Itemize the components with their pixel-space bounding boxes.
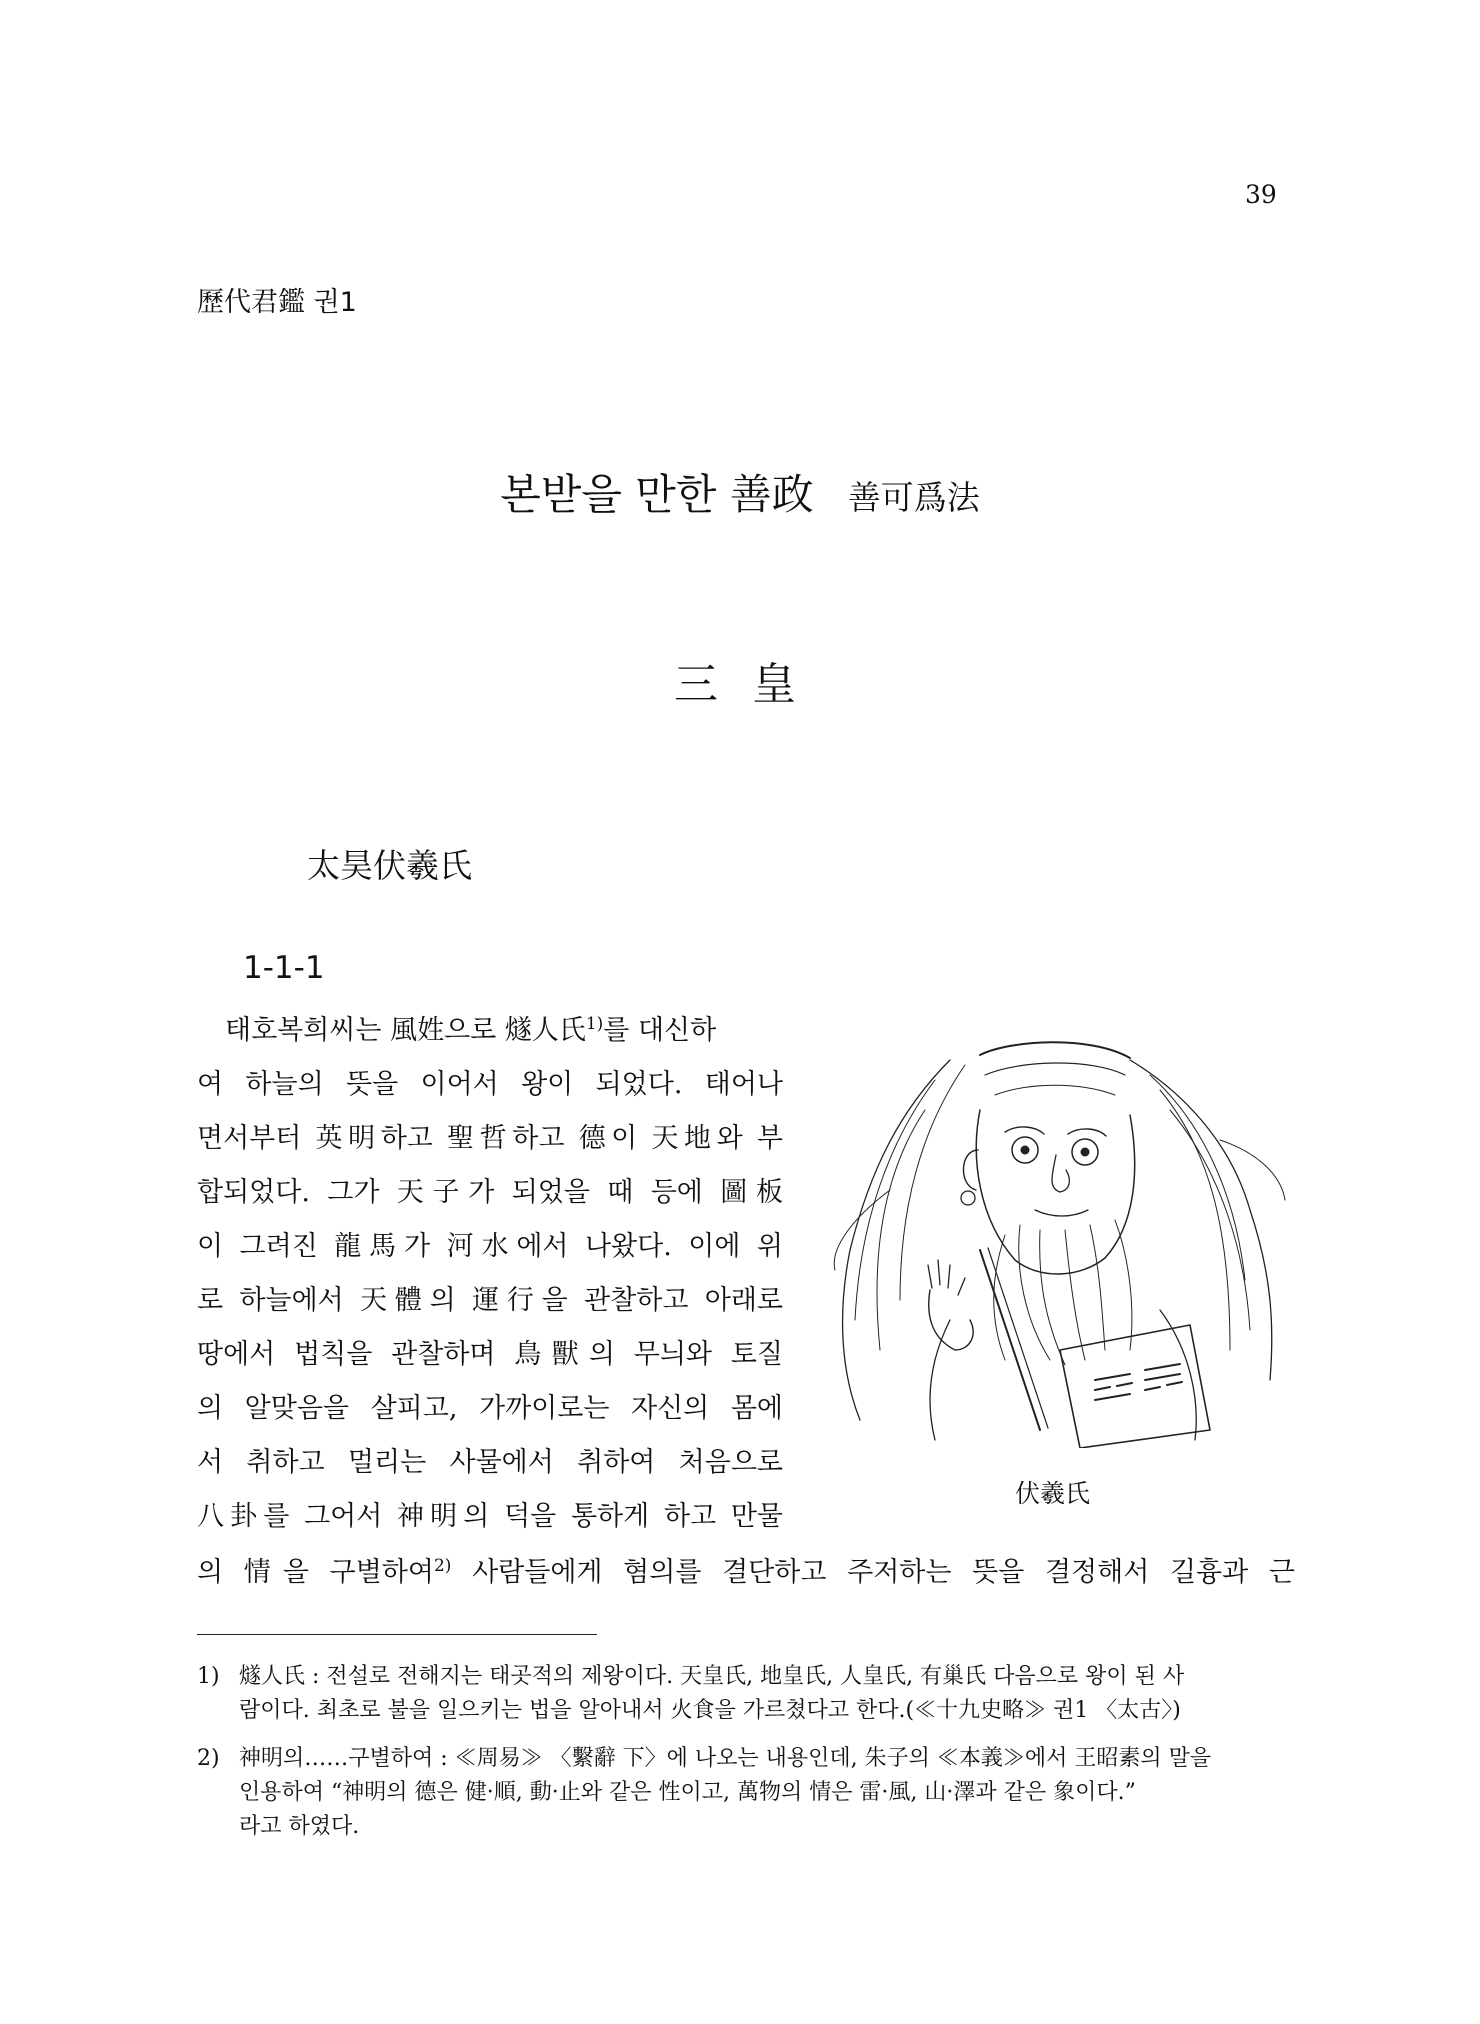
body-line: 태호복희씨는 風姓으로 燧人氏$^{1)}$를 대신하 <box>225 1014 717 1046</box>
chapter-title <box>0 462 1480 522</box>
chapter-subtitle-hanja: 善可爲法 <box>847 478 980 517</box>
footnote-line: 람이다. 최초로 불을 일으키는 법을 알아내서 火食을 가르쳤다고 한다.(≪十九史略≫ 권1 〈太古〉) <box>239 1698 1181 1723</box>
footnote-divider <box>197 1634 597 1635</box>
body-line: 이 그려진 龍馬가 河水에서 나왔다. 이에 위 <box>197 1231 783 1262</box>
ruler-title: 太昊伏羲氏 <box>307 846 472 885</box>
footnote-1 <box>197 1660 1295 1728</box>
footnote-2 <box>197 1742 1295 1844</box>
portrait-caption: 伏羲氏 <box>1015 1479 1091 1508</box>
footnote-line: 燧人氏 : 전설로 전해지는 태곳적의 제왕이다. 天皇氏, 地皇氏, 人皇氏, 有巢氏 다음으로 왕이 된 사 <box>239 1664 1185 1689</box>
footnote-line: 神明의……구별하여 : ≪周易≫ 〈繫辭 下〉에 나오는 내용인데, 朱子의 ≪本義≫에서 王昭素의 말을 <box>239 1746 1212 1771</box>
series-title: 歷代君鑑 권1 <box>197 287 357 318</box>
chapter-title-korean: 본받을 만한 善政 <box>500 470 814 519</box>
body-line: 서 취하고 멀리는 사물에서 취하여 처음으로 <box>197 1447 783 1478</box>
footnote-line: 라고 하였다. <box>239 1814 360 1839</box>
footnote-number: 2) <box>197 1746 220 1771</box>
body-line: 합되었다. 그가 天子가 되었을 때 등에 圖板 <box>197 1177 783 1208</box>
footnote-number: 1) <box>197 1664 220 1689</box>
footnote-line: 인용하여 “神明의 德은 健·順, 動·止와 같은 性이고, 萬物의 情은 雷·風, 山·澤과 같은 象이다.” <box>239 1780 1136 1805</box>
body-line: 의 情을 구별하여$^{2)}$ 사람들에게 혐의를 결단하고 주저하는 뜻을 결정해서 길흉과 근 <box>197 1556 1295 1588</box>
body-line: 면서부터 英明하고 聖哲하고 德이 天地와 부 <box>197 1123 783 1154</box>
footnote-ref[interactable]: 1) <box>585 1014 604 1034</box>
section-title: 三 皇 <box>674 659 806 710</box>
page-number: 39 <box>1245 180 1277 209</box>
paragraph-number: 1-1-1 <box>243 950 325 986</box>
body-line: 로 하늘에서 天體의 運行을 관찰하고 아래로 <box>197 1285 783 1316</box>
footnote-ref[interactable]: 2) <box>433 1556 452 1576</box>
fuxi-portrait <box>830 1020 1286 1448</box>
body-line: 여 하늘의 뜻을 이어서 왕이 되었다. 태어나 <box>197 1069 783 1100</box>
body-line: 땅에서 법칙을 관찰하며 鳥獸의 무늬와 토질 <box>197 1339 783 1370</box>
body-line: 八卦를 그어서 神明의 덕을 통하게 하고 만물 <box>197 1501 783 1532</box>
body-line: 의 알맞음을 살피고, 가까이로는 자신의 몸에 <box>197 1393 783 1424</box>
